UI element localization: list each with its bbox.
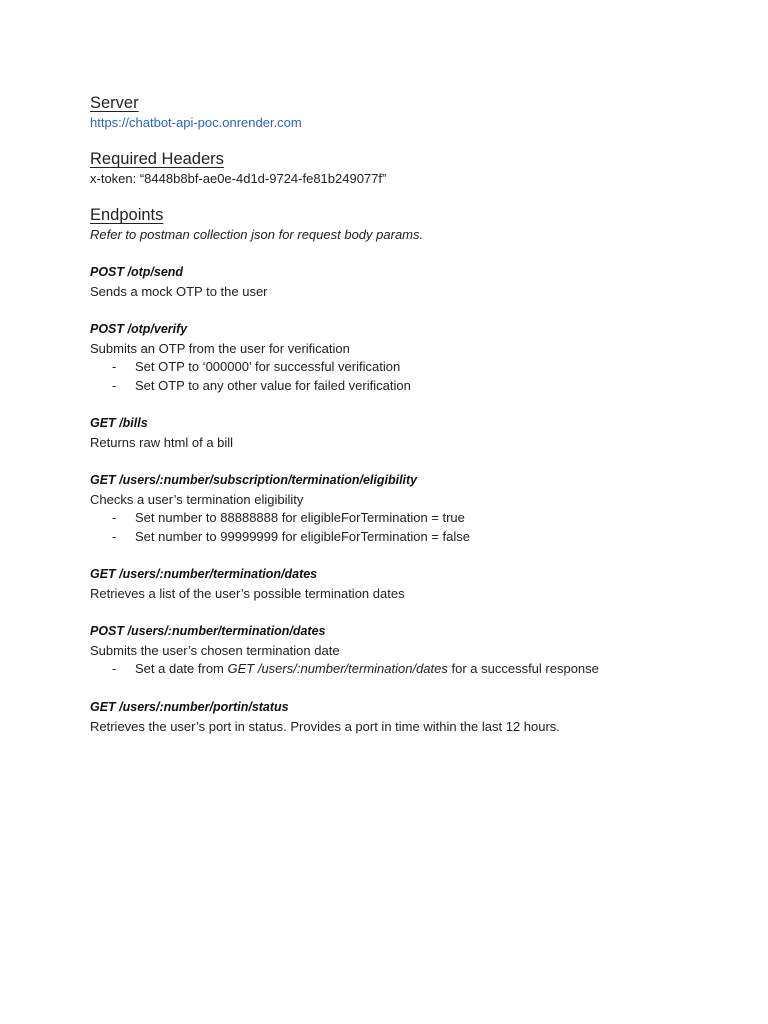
list-item [112, 528, 730, 547]
dash-marker: - [112, 661, 117, 676]
required-headers-heading: Required Headers [90, 150, 224, 168]
endpoint-description: Submits the user’s chosen termination date [90, 643, 340, 658]
endpoint-description: Returns raw html of a bill [90, 435, 234, 450]
endpoint-get-termination-dates [90, 565, 730, 603]
endpoint-route: POST /otp/verify [90, 322, 188, 336]
bullet-text-prefix: Set a date from [135, 661, 228, 676]
bullet-text-suffix: for a successful response [447, 661, 599, 676]
endpoint-otp-send [90, 263, 730, 301]
endpoint-route: GET /users/:number/portin/status [90, 699, 289, 714]
endpoints-note: Refer to postman collection json for request body params. [90, 227, 424, 242]
endpoint-description: Retrieves the user’s port in status. Provides a port in time within the last 12 hours. [90, 718, 560, 734]
dash-marker: - [112, 377, 117, 393]
server-heading: Server [90, 94, 139, 112]
endpoint-route: POST /users/:number/termination/dates [90, 624, 326, 638]
list-item [112, 358, 730, 377]
bullet-list [90, 509, 730, 546]
bullet-text: Set OTP to ‘000000’ for successful verification [135, 359, 401, 374]
endpoint-description: Retrieves a list of the user’s possible termination dates [90, 586, 405, 601]
bullet-list [90, 358, 730, 395]
endpoints-heading: Endpoints [90, 206, 164, 224]
endpoint-portin-status [90, 698, 730, 736]
server-url-link[interactable]: https://chatbot-api-poc.onrender.com [90, 115, 302, 130]
dash-marker: - [112, 359, 117, 374]
endpoint-route: GET /bills [90, 416, 148, 430]
endpoint-description: Sends a mock OTP to the user [90, 284, 268, 299]
bullet-text: Set number to 99999999 for eligibleForTermination = false [135, 528, 470, 544]
endpoint-bills [90, 414, 730, 452]
endpoint-post-termination-dates [90, 622, 730, 679]
server-url-line [90, 113, 730, 132]
bullet-text: Set OTP to any other value for failed verification [135, 377, 411, 393]
document-page [90, 93, 730, 736]
endpoint-route: POST /otp/send [90, 265, 184, 279]
list-item [112, 660, 730, 679]
dash-marker: - [112, 528, 117, 544]
bullet-text: Set number to 88888888 for eligibleForTermination = true [135, 510, 465, 525]
list-item [112, 509, 730, 528]
list-item [112, 377, 730, 396]
token-line: x-token: “8448b8bf-ae0e-4d1d-9724-fe81b249077f” [90, 171, 387, 186]
endpoint-route: GET /users/:number/termination/dates [90, 567, 318, 581]
bullet-text-route: GET /users/:number/termination/dates [227, 661, 448, 676]
endpoint-route: GET /users/:number/subscription/termination/eligibility [90, 473, 418, 487]
endpoint-description: Submits an OTP from the user for verification [90, 341, 350, 356]
endpoint-termination-eligibility [90, 471, 730, 546]
endpoint-description: Checks a user’s termination eligibility [90, 492, 304, 507]
endpoint-otp-verify [90, 320, 730, 395]
dash-marker: - [112, 510, 117, 525]
bullet-list [90, 660, 730, 679]
